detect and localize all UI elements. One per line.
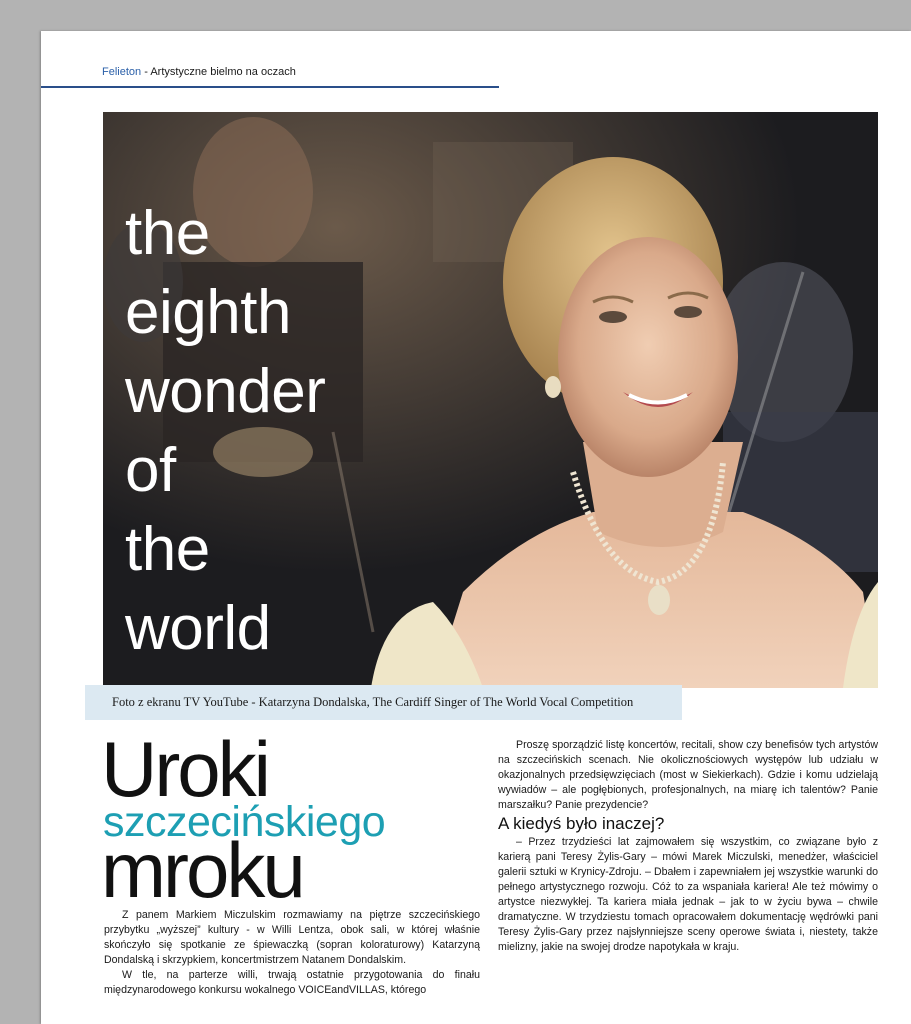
header-separator: - — [141, 66, 151, 78]
photo-title — [125, 194, 325, 668]
headline-line-3: mroku — [101, 826, 303, 914]
feature-photo — [103, 112, 878, 688]
photo-title-line: world — [125, 594, 271, 663]
header-section: Felieton — [102, 66, 142, 78]
running-header — [102, 66, 296, 78]
photo-title-line: the — [125, 515, 210, 584]
magazine-page — [41, 31, 911, 1024]
photo-title-line: eighth — [125, 278, 291, 347]
header-title: Artystyczne bielmo na oczach — [150, 66, 296, 78]
paragraph: Proszę sporządzić listę koncertów, recitali, show czy benefisów tych artystów na szczecińskich scenach. Nie okolicznościowych występów lub udziału w okazjonalnych przedsięwzięciach (most w Siekierkach). Gdzie i komu udzielają wywiadów – ale pogłębionych, profesjonalnych, na miarę ich talentów? Panie marszałku? Panie prezydencie? — [498, 739, 878, 811]
article-column-left — [104, 908, 480, 998]
header-rule — [41, 86, 499, 88]
photo-title-line: wonder — [125, 357, 326, 426]
headline-line-1: Uroki — [101, 725, 269, 813]
paragraph: – Przez trzydzieści lat zajmowałem się wszystkim, co związane było z karierą pani Teresy Żylis-Gary – mówi Marek Miczulski, menedżer, właściciel galerii sztuki w Krynicy-Zdroju. – Dbałem i zapewniałem jej wszystkie warunki do pełnego artystycznego rozwoju. Cóż to za wspaniała kariera! Ale też mówimy o artystce niezwykłej. Ta kariera miała jednak – jak to w życiu bywa – chwile dramatyczne. W trzydziestu tomach opracowałem dokumentację wędrówki pani Teresy Żylis-Gary przez najsłynniejsze sceny operowe świata i, niestety, także mielizny, jakie na swojej drodze napotykała w kraju. — [498, 836, 878, 953]
article-column-right — [498, 738, 878, 955]
photo-title-line: of — [125, 436, 176, 505]
paragraph: W tle, na parterze willi, trwają ostatnie przygotowania do finału międzynarodowego konkursu wokalnego VOICEandVILLAS, którego — [104, 969, 480, 996]
paragraph: Z panem Markiem Miczulskim rozmawiamy na piętrze szczecińskiego przybytku „wyższej” kultury - w Willi Lentza, obok sali, w której właśnie skończyło się spotkanie ze śpiewaczką (sopran koloraturowy) Katarzyną Dondalską i skrzypkiem, koncertmistrzem Natanem Dondalskim. — [104, 909, 480, 966]
photo-title-line: the — [125, 199, 210, 268]
photo-caption: Foto z ekranu TV YouTube - Katarzyna Dondalska, The Cardiff Singer of The World Vocal Competition — [85, 685, 682, 720]
headline-line-2: szczecińskiego — [103, 798, 386, 846]
subheading: A kiedyś było inaczej? — [498, 814, 665, 833]
